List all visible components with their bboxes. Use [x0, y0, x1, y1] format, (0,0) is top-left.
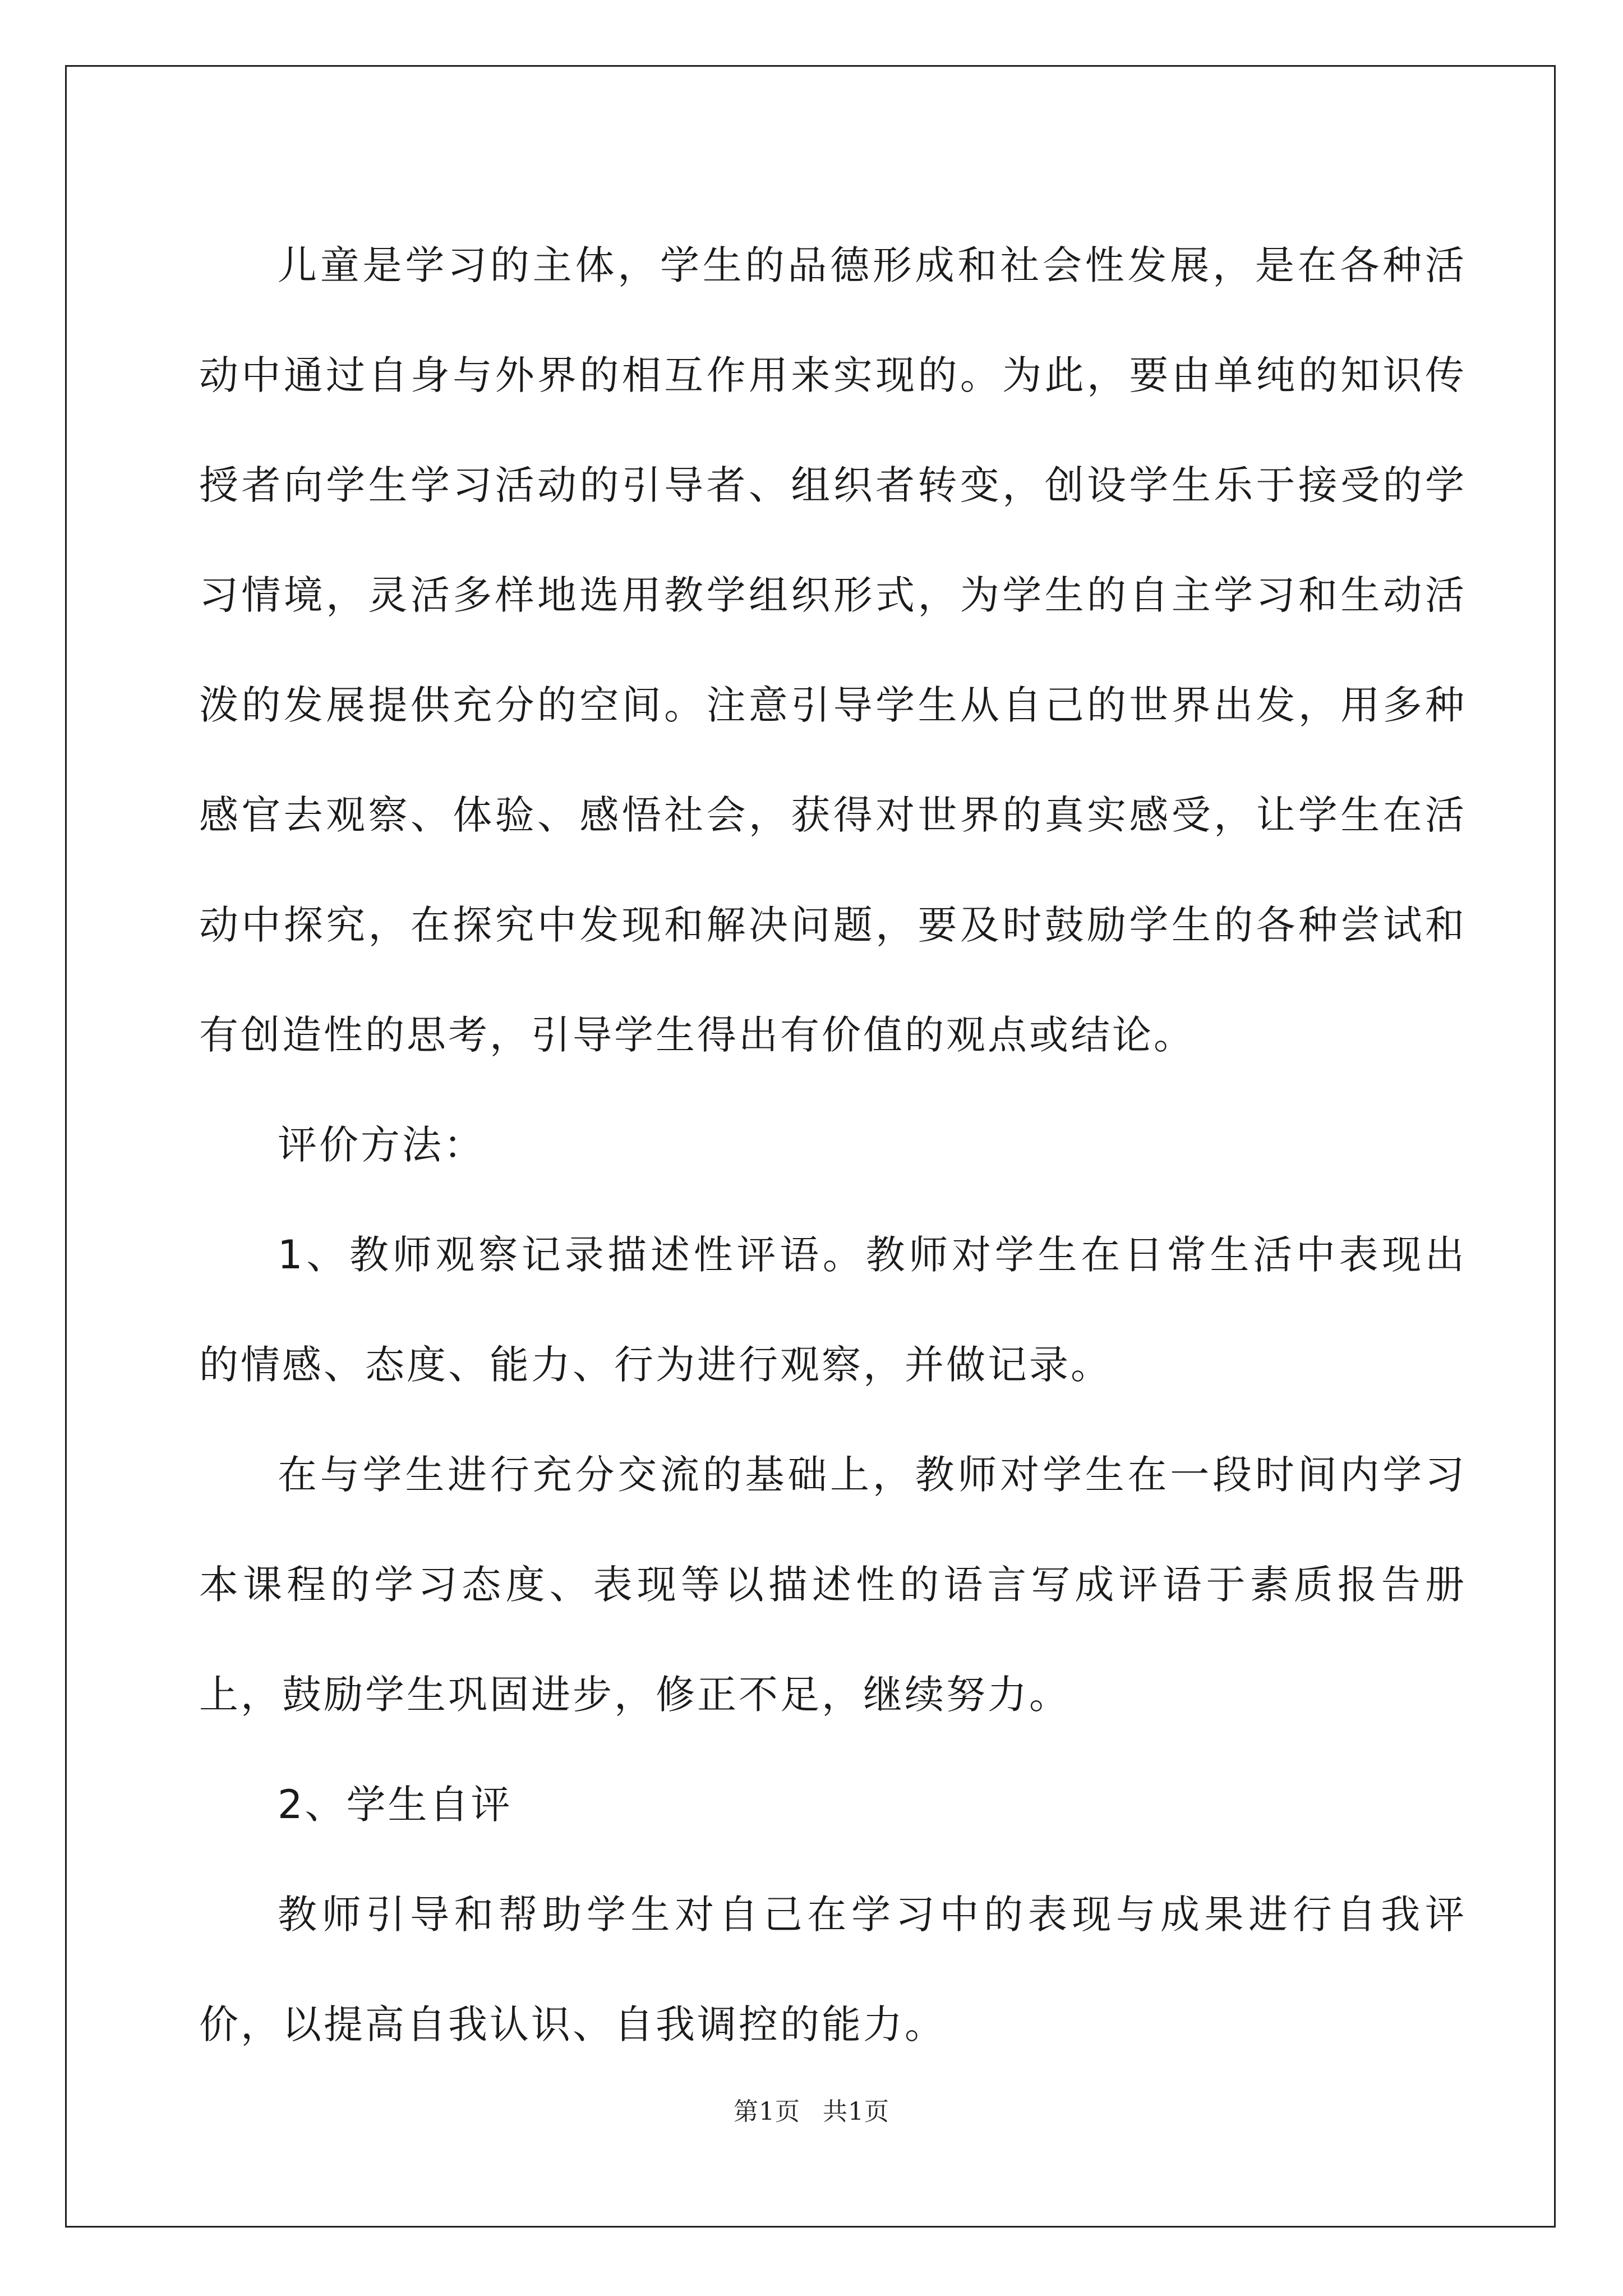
paragraph: 评价方法：: [278, 1122, 485, 1168]
paragraph: 1、教师观察记录描述性评语。教师对学生在日常生活中表现出的情感、态度、能力、行为进行观察，并做记录。: [199, 1232, 1467, 1388]
document-body: [199, 210, 1467, 2079]
paragraph: 儿童是学习的主体，学生的品德形成和社会性发展，是在各种活动中通过自身与外界的相互作用来实现的。为此，要由单纯的知识传授者向学生学习活动的引导者、组织者转变，创设学生乐于接受的学习情境，灵活多样地选用教学组织形式，为学生的自主学习和生动活泼的发展提供充分的空间。注意引导学生从自己的世界出发，用多种感官去观察、体验、感悟社会，获得对世界的真实感受，让学生在活动中探究，在探究中发现和解决问题，要及时鼓励学生的各种尝试和有创造性的思考，引导学生得出有价值的观点或结论。: [199, 242, 1467, 1058]
paragraph: 教师引导和帮助学生对自己在学习中的表现与成果进行自我评价，以提高自我认识、自我调控的能力。: [199, 1892, 1467, 2047]
paragraph: 2、学生自评: [278, 1782, 513, 1828]
page-number-total: 共1页: [823, 2097, 889, 2126]
page-number-current: 第1页: [734, 2097, 800, 2126]
paragraph: 在与学生进行充分交流的基础上，教师对学生在一段时间内学习本课程的学习态度、表现等以描述性的语言写成评语于素质报告册上，鼓励学生巩固进步，修正不足，继续努力。: [199, 1452, 1467, 1718]
page-footer: [0, 2091, 1623, 2127]
